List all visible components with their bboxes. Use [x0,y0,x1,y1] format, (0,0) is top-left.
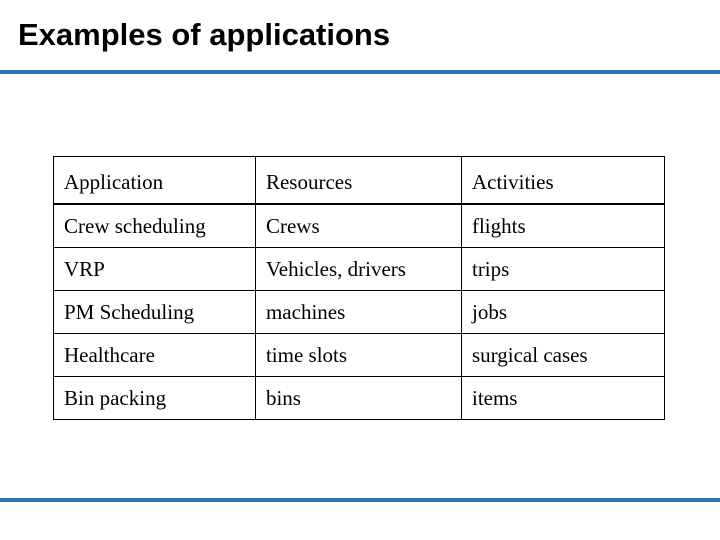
table-row [54,291,665,334]
cell-resources: Crews [255,204,461,248]
title-divider [0,70,720,74]
header-application: Application [54,157,256,205]
applications-table [53,156,665,420]
cell-resources: machines [255,291,461,334]
cell-application: Crew scheduling [54,204,256,248]
header-activities: Activities [461,157,664,205]
cell-resources: bins [255,377,461,420]
cell-application: Healthcare [54,334,256,377]
page-title: Examples of applications [18,17,391,52]
cell-application: PM Scheduling [54,291,256,334]
cell-resources: time slots [255,334,461,377]
table-row [54,248,665,291]
table-row [54,377,665,420]
header-resources: Resources [255,157,461,205]
cell-activities: flights [461,204,664,248]
cell-resources: Vehicles, drivers [255,248,461,291]
cell-activities: surgical cases [461,334,664,377]
cell-application: Bin packing [54,377,256,420]
table-header-row [54,157,665,205]
cell-application: VRP [54,248,256,291]
table-row [54,334,665,377]
cell-activities: jobs [461,291,664,334]
footer-divider [0,498,720,502]
cell-activities: trips [461,248,664,291]
table-row [54,204,665,248]
cell-activities: items [461,377,664,420]
